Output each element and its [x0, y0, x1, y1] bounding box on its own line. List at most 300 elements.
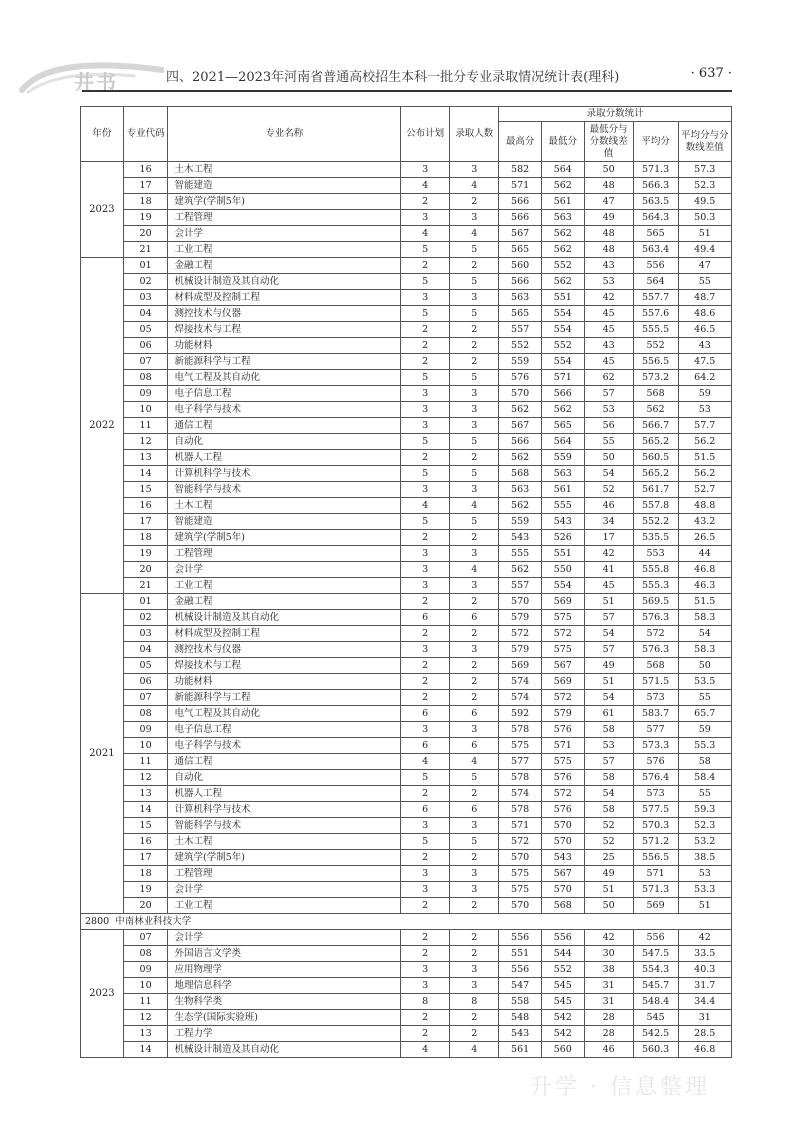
- cell-name: 自动化: [168, 434, 401, 450]
- cell-min: 564: [541, 434, 584, 450]
- cell-name: 智能建造: [168, 514, 401, 530]
- cell-min: 565: [541, 418, 584, 434]
- cell-admitted: 4: [450, 562, 499, 578]
- page-title: 四、2021—2023年河南省普通高校招生本科一批分专业录取情况统计表(理科): [166, 70, 620, 85]
- cell-avg: 557.8: [633, 498, 678, 514]
- cell-avg-gap: 49.5: [678, 194, 732, 210]
- table-row: [81, 818, 732, 834]
- cell-avg-gap: 53: [678, 402, 732, 418]
- cell-min: 545: [541, 994, 584, 1010]
- cell-min-gap: 54: [584, 690, 633, 706]
- cell-max: 570: [499, 386, 542, 402]
- cell-max: 568: [499, 466, 542, 482]
- cell-plan: 3: [401, 402, 450, 418]
- cell-avg: 571: [633, 866, 678, 882]
- cell-max: 572: [499, 834, 542, 850]
- cell-avg-gap: 51.5: [678, 450, 732, 466]
- cell-name: 焊接技术与工程: [168, 322, 401, 338]
- cell-avg: 573: [633, 690, 678, 706]
- cell-plan: 3: [401, 882, 450, 898]
- cell-name: 电子信息工程: [168, 722, 401, 738]
- cell-plan: 2: [401, 930, 450, 946]
- cell-plan: 6: [401, 610, 450, 626]
- cell-min: 562: [541, 178, 584, 194]
- cell-min-gap: 51: [584, 882, 633, 898]
- table-row: [81, 242, 732, 258]
- table-row: [81, 258, 732, 274]
- table-row: [81, 978, 732, 994]
- cell-admitted: 5: [450, 770, 499, 786]
- cell-avg: 552: [633, 338, 678, 354]
- cell-min-gap: 54: [584, 466, 633, 482]
- cell-code: 07: [123, 354, 168, 370]
- cell-admitted: 6: [450, 738, 499, 754]
- cell-min-gap: 30: [584, 946, 633, 962]
- cell-avg-gap: 46.8: [678, 562, 732, 578]
- cell-min-gap: 53: [584, 402, 633, 418]
- cell-admitted: 5: [450, 514, 499, 530]
- cell-plan: 2: [401, 898, 450, 914]
- cell-name: 机器人工程: [168, 450, 401, 466]
- cell-name: 测控技术与仪器: [168, 642, 401, 658]
- cell-avg-gap: 47.5: [678, 354, 732, 370]
- cell-min-gap: 54: [584, 786, 633, 802]
- cell-min: 563: [541, 466, 584, 482]
- cell-plan: 4: [401, 226, 450, 242]
- cell-admitted: 6: [450, 802, 499, 818]
- cell-max: 574: [499, 690, 542, 706]
- cell-code: 14: [123, 466, 168, 482]
- table-row: [81, 210, 732, 226]
- cell-avg-gap: 64.2: [678, 370, 732, 386]
- year-cell: 2023: [81, 930, 124, 1058]
- cell-code: 05: [123, 322, 168, 338]
- table-row: [81, 322, 732, 338]
- cell-max: 571: [499, 178, 542, 194]
- cell-max: 543: [499, 530, 542, 546]
- cell-min-gap: 49: [584, 210, 633, 226]
- table-row: [81, 402, 732, 418]
- cell-admitted: 2: [450, 194, 499, 210]
- cell-min: 560: [541, 1042, 584, 1058]
- cell-min-gap: 43: [584, 338, 633, 354]
- cell-avg: 542.5: [633, 1026, 678, 1042]
- cell-avg-gap: 55: [678, 690, 732, 706]
- cell-plan: 2: [401, 450, 450, 466]
- header-avg: 平均分: [633, 122, 678, 162]
- table-row: [81, 466, 732, 482]
- cell-max: 571: [499, 818, 542, 834]
- table-body: [81, 162, 732, 1058]
- cell-min: 572: [541, 786, 584, 802]
- cell-plan: 8: [401, 994, 450, 1010]
- cell-max: 579: [499, 610, 542, 626]
- cell-plan: 4: [401, 498, 450, 514]
- table-row: [81, 386, 732, 402]
- cell-avg: 573.2: [633, 370, 678, 386]
- cell-avg-gap: 49.4: [678, 242, 732, 258]
- cell-max: 556: [499, 962, 542, 978]
- cell-plan: 3: [401, 818, 450, 834]
- cell-code: 17: [123, 514, 168, 530]
- cell-avg-gap: 55: [678, 274, 732, 290]
- cell-min: 555: [541, 498, 584, 514]
- cell-min: 564: [541, 162, 584, 178]
- table-row: [81, 178, 732, 194]
- cell-avg: 565.2: [633, 466, 678, 482]
- cell-admitted: 4: [450, 754, 499, 770]
- table-row: [81, 418, 732, 434]
- cell-avg-gap: 58.4: [678, 770, 732, 786]
- cell-avg-gap: 51.5: [678, 594, 732, 610]
- cell-avg-gap: 58.3: [678, 642, 732, 658]
- cell-name: 工业工程: [168, 898, 401, 914]
- cell-max: 563: [499, 482, 542, 498]
- cell-name: 机械设计制造及其自动化: [168, 610, 401, 626]
- cell-max: 575: [499, 738, 542, 754]
- cell-plan: 2: [401, 626, 450, 642]
- cell-max: 562: [499, 450, 542, 466]
- cell-name: 建筑学(学制5年): [168, 194, 401, 210]
- cell-min: 575: [541, 610, 584, 626]
- cell-avg-gap: 50: [678, 658, 732, 674]
- table-row: [81, 866, 732, 882]
- cell-min: 556: [541, 930, 584, 946]
- cell-avg: 577: [633, 722, 678, 738]
- cell-min-gap: 56: [584, 418, 633, 434]
- cell-min: 562: [541, 402, 584, 418]
- cell-min-gap: 53: [584, 738, 633, 754]
- cell-min-gap: 46: [584, 498, 633, 514]
- cell-name: 电气工程及其自动化: [168, 706, 401, 722]
- cell-min: 562: [541, 274, 584, 290]
- cell-name: 机器人工程: [168, 786, 401, 802]
- cell-avg-gap: 42: [678, 930, 732, 946]
- cell-admitted: 3: [450, 882, 499, 898]
- cell-admitted: 2: [450, 690, 499, 706]
- cell-name: 工业工程: [168, 578, 401, 594]
- cell-name: 电子科学与技术: [168, 738, 401, 754]
- cell-avg: 552.2: [633, 514, 678, 530]
- cell-min-gap: 17: [584, 530, 633, 546]
- table-row: [81, 786, 732, 802]
- cell-min-gap: 50: [584, 162, 633, 178]
- table-row: [81, 898, 732, 914]
- cell-min-gap: 58: [584, 770, 633, 786]
- cell-plan: 5: [401, 274, 450, 290]
- cell-name: 电气工程及其自动化: [168, 370, 401, 386]
- cell-name: 功能材料: [168, 338, 401, 354]
- cell-min: 576: [541, 722, 584, 738]
- table-row: [81, 290, 732, 306]
- cell-min: 575: [541, 642, 584, 658]
- cell-plan: 2: [401, 322, 450, 338]
- cell-admitted: 2: [450, 946, 499, 962]
- cell-code: 21: [123, 242, 168, 258]
- cell-avg: 583.7: [633, 706, 678, 722]
- cell-avg: 569: [633, 898, 678, 914]
- cell-avg-gap: 43: [678, 338, 732, 354]
- cell-admitted: 3: [450, 722, 499, 738]
- cell-min: 544: [541, 946, 584, 962]
- cell-avg: 570.3: [633, 818, 678, 834]
- cell-avg: 571.5: [633, 674, 678, 690]
- cell-code: 13: [123, 450, 168, 466]
- cell-avg: 557.7: [633, 290, 678, 306]
- cell-plan: 3: [401, 562, 450, 578]
- cell-min: 571: [541, 370, 584, 386]
- cell-code: 10: [123, 402, 168, 418]
- cell-name: 智能建造: [168, 178, 401, 194]
- cell-max: 575: [499, 866, 542, 882]
- cell-code: 19: [123, 210, 168, 226]
- cell-code: 10: [123, 978, 168, 994]
- cell-min-gap: 45: [584, 578, 633, 594]
- header-max: 最高分: [499, 122, 542, 162]
- year-cell: 2023: [81, 162, 124, 258]
- cell-max: 566: [499, 194, 542, 210]
- cell-avg: 568: [633, 386, 678, 402]
- cell-avg: 571.2: [633, 834, 678, 850]
- cell-name: 新能源科学与工程: [168, 690, 401, 706]
- cell-min-gap: 46: [584, 1042, 633, 1058]
- cell-code: 18: [123, 530, 168, 546]
- cell-max: 563: [499, 290, 542, 306]
- cell-max: 566: [499, 210, 542, 226]
- cell-admitted: 3: [450, 578, 499, 594]
- cell-admitted: 3: [450, 162, 499, 178]
- cell-name: 会计学: [168, 882, 401, 898]
- cell-min: 554: [541, 306, 584, 322]
- cell-min: 566: [541, 386, 584, 402]
- table-header: [81, 107, 732, 162]
- cell-min-gap: 31: [584, 994, 633, 1010]
- cell-min-gap: 48: [584, 226, 633, 242]
- cell-admitted: 6: [450, 610, 499, 626]
- cell-code: 12: [123, 434, 168, 450]
- cell-code: 13: [123, 1026, 168, 1042]
- cell-min: 542: [541, 1010, 584, 1026]
- cell-name: 会计学: [168, 930, 401, 946]
- cell-avg-gap: 52.3: [678, 178, 732, 194]
- table-row: [81, 594, 732, 610]
- cell-code: 18: [123, 194, 168, 210]
- table-row: [81, 754, 732, 770]
- cell-avg: 545.7: [633, 978, 678, 994]
- header-year: 年份: [81, 107, 124, 162]
- cell-avg: 571.3: [633, 162, 678, 178]
- cell-avg: 556.5: [633, 850, 678, 866]
- watermark: 升学 · 信息整理: [530, 1075, 710, 1100]
- table-row: [81, 354, 732, 370]
- cell-plan: 3: [401, 962, 450, 978]
- cell-min: 567: [541, 866, 584, 882]
- cell-max: 562: [499, 498, 542, 514]
- cell-code: 11: [123, 418, 168, 434]
- cell-min-gap: 52: [584, 818, 633, 834]
- cell-min-gap: 57: [584, 610, 633, 626]
- table-row: [81, 226, 732, 242]
- cell-code: 20: [123, 562, 168, 578]
- cell-min: 576: [541, 802, 584, 818]
- cell-max: 567: [499, 418, 542, 434]
- cell-min: 575: [541, 754, 584, 770]
- school-row: [81, 914, 732, 930]
- cell-avg-gap: 34.4: [678, 994, 732, 1010]
- cell-plan: 3: [401, 386, 450, 402]
- cell-plan: 2: [401, 530, 450, 546]
- cell-max: 574: [499, 786, 542, 802]
- year-cell: 2022: [81, 258, 124, 594]
- cell-max: 548: [499, 1010, 542, 1026]
- cell-min: 543: [541, 850, 584, 866]
- cell-avg: 569.5: [633, 594, 678, 610]
- cell-admitted: 6: [450, 706, 499, 722]
- cell-min-gap: 49: [584, 866, 633, 882]
- page-header: [0, 56, 800, 100]
- page-number: · 637 ·: [690, 66, 732, 81]
- cell-plan: 3: [401, 162, 450, 178]
- cell-admitted: 3: [450, 978, 499, 994]
- cell-avg-gap: 55.3: [678, 738, 732, 754]
- cell-avg-gap: 38.5: [678, 850, 732, 866]
- cell-avg: 568: [633, 658, 678, 674]
- cell-name: 测控技术与仪器: [168, 306, 401, 322]
- cell-avg: 555.8: [633, 562, 678, 578]
- cell-code: 19: [123, 882, 168, 898]
- cell-min: 562: [541, 226, 584, 242]
- cell-code: 18: [123, 866, 168, 882]
- cell-admitted: 5: [450, 834, 499, 850]
- cell-code: 14: [123, 1042, 168, 1058]
- cell-avg: 565.2: [633, 434, 678, 450]
- cell-plan: 2: [401, 194, 450, 210]
- cell-plan: 2: [401, 594, 450, 610]
- cell-min: 563: [541, 210, 584, 226]
- cell-code: 10: [123, 738, 168, 754]
- cell-min: 572: [541, 626, 584, 642]
- cell-admitted: 2: [450, 1026, 499, 1042]
- cell-max: 569: [499, 658, 542, 674]
- cell-min: 545: [541, 978, 584, 994]
- cell-name: 新能源科学与工程: [168, 354, 401, 370]
- cell-name: 智能科学与技术: [168, 482, 401, 498]
- cell-admitted: 2: [450, 786, 499, 802]
- table-row: [81, 770, 732, 786]
- cell-min-gap: 48: [584, 178, 633, 194]
- cell-name: 外国语言文学类: [168, 946, 401, 962]
- table-row: [81, 338, 732, 354]
- cell-min: 570: [541, 882, 584, 898]
- cell-code: 16: [123, 834, 168, 850]
- cell-min: 551: [541, 290, 584, 306]
- cell-avg-gap: 57.7: [678, 418, 732, 434]
- cell-min: 570: [541, 834, 584, 850]
- cell-avg-gap: 31: [678, 1010, 732, 1026]
- cell-plan: 2: [401, 1010, 450, 1026]
- cell-name: 土木工程: [168, 498, 401, 514]
- cell-avg-gap: 56.2: [678, 434, 732, 450]
- cell-code: 11: [123, 754, 168, 770]
- cell-min: 543: [541, 514, 584, 530]
- cell-min-gap: 51: [584, 674, 633, 690]
- cell-max: 557: [499, 578, 542, 594]
- cell-admitted: 2: [450, 594, 499, 610]
- cell-avg: 573.3: [633, 738, 678, 754]
- cell-plan: 2: [401, 354, 450, 370]
- cell-plan: 5: [401, 834, 450, 850]
- cell-code: 20: [123, 898, 168, 914]
- cell-plan: 3: [401, 978, 450, 994]
- cell-avg: 564: [633, 274, 678, 290]
- cell-min-gap: 55: [584, 434, 633, 450]
- cell-code: 03: [123, 290, 168, 306]
- cell-min-gap: 57: [584, 642, 633, 658]
- cell-name: 电子信息工程: [168, 386, 401, 402]
- table-row: [81, 306, 732, 322]
- cell-avg: 576: [633, 754, 678, 770]
- cell-code: 12: [123, 770, 168, 786]
- cell-max: 556: [499, 930, 542, 946]
- cell-min: 552: [541, 258, 584, 274]
- cell-admitted: 2: [450, 626, 499, 642]
- cell-avg: 555.3: [633, 578, 678, 594]
- cell-min-gap: 50: [584, 450, 633, 466]
- cell-name: 材料成型及控制工程: [168, 290, 401, 306]
- cell-min: 561: [541, 194, 584, 210]
- table-row: [81, 850, 732, 866]
- cell-plan: 5: [401, 306, 450, 322]
- cell-plan: 5: [401, 242, 450, 258]
- cell-avg-gap: 58.3: [678, 610, 732, 626]
- cell-max: 543: [499, 1026, 542, 1042]
- cell-name: 金融工程: [168, 258, 401, 274]
- cell-admitted: 5: [450, 242, 499, 258]
- cell-plan: 2: [401, 690, 450, 706]
- cell-max: 575: [499, 882, 542, 898]
- cell-plan: 2: [401, 258, 450, 274]
- cell-code: 05: [123, 658, 168, 674]
- cell-name: 工程管理: [168, 210, 401, 226]
- cell-avg-gap: 59: [678, 722, 732, 738]
- cell-code: 17: [123, 178, 168, 194]
- cell-code: 11: [123, 994, 168, 1010]
- table-row: [81, 722, 732, 738]
- cell-avg-gap: 65.7: [678, 706, 732, 722]
- cell-max: 572: [499, 626, 542, 642]
- cell-avg: 553: [633, 546, 678, 562]
- cell-max: 579: [499, 642, 542, 658]
- cell-min-gap: 28: [584, 1010, 633, 1026]
- cell-max: 565: [499, 306, 542, 322]
- cell-admitted: 2: [450, 258, 499, 274]
- cell-name: 通信工程: [168, 418, 401, 434]
- cell-min: 551: [541, 546, 584, 562]
- cell-min-gap: 50: [584, 898, 633, 914]
- cell-avg-gap: 58: [678, 754, 732, 770]
- cell-plan: 6: [401, 706, 450, 722]
- cell-code: 02: [123, 274, 168, 290]
- cell-max: 559: [499, 514, 542, 530]
- cell-max: 559: [499, 354, 542, 370]
- cell-min: 552: [541, 962, 584, 978]
- cell-code: 06: [123, 338, 168, 354]
- table-row: [81, 658, 732, 674]
- cell-name: 土木工程: [168, 162, 401, 178]
- cell-avg-gap: 54: [678, 626, 732, 642]
- cell-min: 526: [541, 530, 584, 546]
- cell-max: 578: [499, 770, 542, 786]
